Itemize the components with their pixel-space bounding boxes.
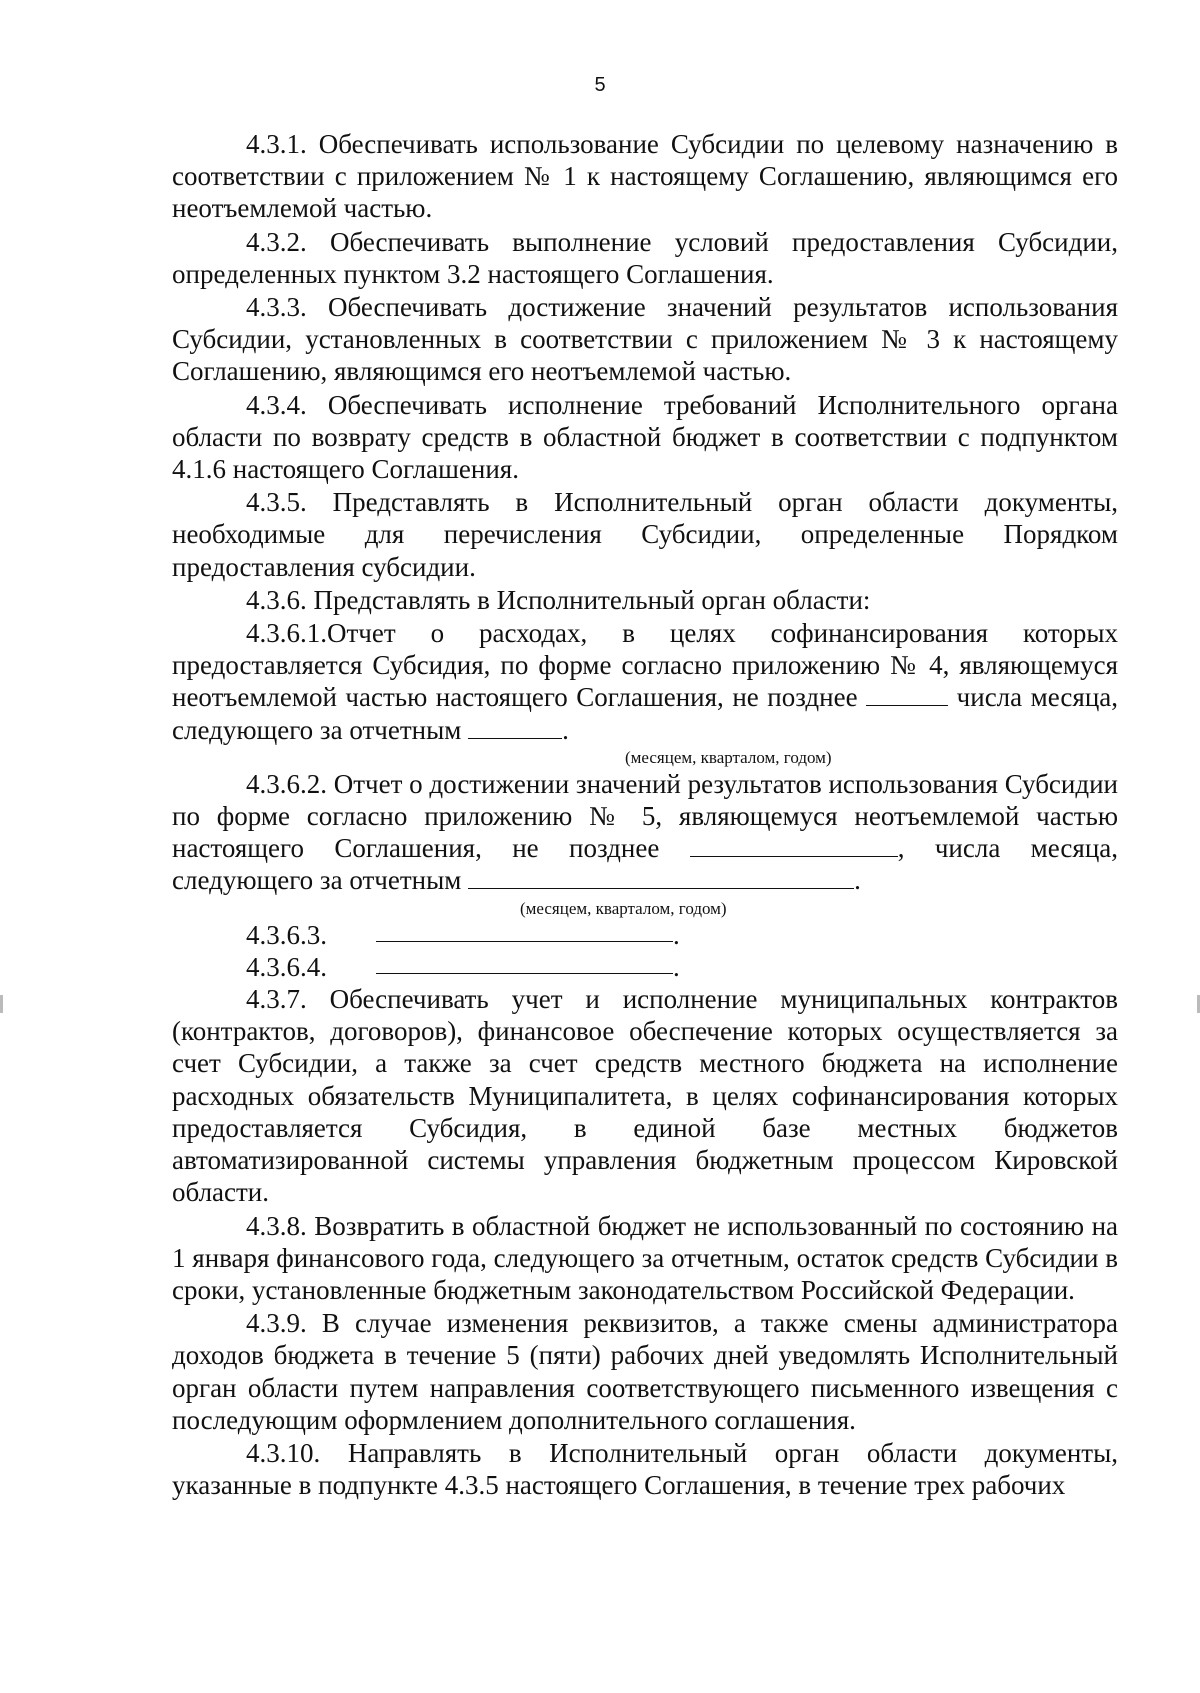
- blank-field: [376, 951, 673, 974]
- page-number: 5: [594, 74, 606, 96]
- clause-4-3-10: 4.3.10. Направлять в Исполнительный орган области документы, указанные в подпункте 4.3.5 настоящего Соглашения, в течение трех рабочих: [172, 1437, 1118, 1501]
- clause-4-3-6-1-text: 4.3.6.1.Отчет о расходах, в целях софинансирования которых предоставляется Субсидия, по форме согласно приложению № 4, являющемуся неотъемлемой частью настоящего Соглашения, не позднее: [172, 618, 1118, 713]
- blank-field: [866, 683, 948, 706]
- clause-4-3-6-3: [172, 919, 1118, 951]
- period-caption: (месяцем, кварталом, годом): [520, 898, 727, 918]
- clause-4-3-8: 4.3.8. Возвратить в областной бюджет не использованный по состоянию на 1 января финансового года, следующего за отчетным, остаток средств Субсидии в сроки, установленные бюджетным законодательством Российской Федерации.: [172, 1210, 1118, 1305]
- document-body: [172, 128, 1118, 1502]
- clause-4-3-7: 4.3.7. Обеспечивать учет и исполнение муниципальных контрактов (контрактов, договоров), финансовое обеспечение которых осуществляется за счет Субсидии, а также за счет средств местного бюджета на исполнение расходных обязательств Муниципалитета, в целях софинансирования которых предоставляется Субсидия, в единой базе местных бюджетов автоматизированной системы управления бюджетным процессом Кировской области.: [172, 984, 1118, 1208]
- period-mark: .: [854, 865, 861, 896]
- period-mark: .: [673, 951, 680, 982]
- clause-4-3-6-2-tail: , числа месяца, следующего за отчетным: [172, 833, 1119, 896]
- period-mark: .: [673, 919, 680, 950]
- blank-field: [690, 834, 898, 857]
- clause-4-3-1: 4.3.1. Обеспечивать использование Субсидии по целевому назначению в соответствии с приложением № 1 к настоящему Соглашению, являющимся его неотъемлемой частью.: [172, 129, 1118, 224]
- clause-4-3-6-2-text: 4.3.6.2. Отчет о достижении значений результатов использования Субсидии по форме согласно приложению № 5, являющемуся неотъемлемой частью настоящего Соглашения, не позднее: [172, 768, 1119, 864]
- clause-4-3-6-1: [172, 617, 1118, 746]
- clause-4-3-6-1-tail: числа месяца, следующего за отчетным: [172, 682, 1119, 745]
- clause-4-3-2: 4.3.2. Обеспечивать выполнение условий предоставления Субсидии, определенных пунктом 3.2 настоящего Соглашения.: [172, 226, 1118, 289]
- clause-4-3-5: 4.3.5. Представлять в Исполнительный орган области документы, необходимые для перечисления Субсидии, определенные Порядком предоставления субсидии.: [172, 487, 1118, 582]
- period-mark: .: [562, 714, 569, 745]
- clause-4-3-6-2: [172, 768, 1118, 897]
- scan-edge-mark: [0, 995, 3, 1013]
- blank-field: [376, 919, 673, 942]
- blank-field: [468, 866, 854, 889]
- clause-4-3-6-4: [172, 951, 1118, 983]
- blank-field: [468, 716, 562, 739]
- clause-4-3-4: 4.3.4. Обеспечивать исполнение требований Исполнительного органа области по возврату средств в областной бюджет в соответствии с подпунктом 4.1.6 настоящего Соглашения.: [172, 389, 1118, 485]
- clause-4-3-9: 4.3.9. В случае изменения реквизитов, а также смены администратора доходов бюджета в течение 5 (пяти) рабочих дней уведомлять Исполнительный орган области путем направления соответствующего письменного извещения с последующим оформлением дополнительного соглашения.: [172, 1308, 1118, 1435]
- period-caption: (месяцем, кварталом, годом): [625, 747, 832, 767]
- clause-number: 4.3.6.3.: [246, 919, 327, 950]
- clause-4-3-6: 4.3.6. Представлять в Исполнительный орган области:: [246, 584, 871, 615]
- clause-4-3-3: 4.3.3. Обеспечивать достижение значений результатов использования Субсидии, установленных в соответствии с приложением № 3 к настоящему Соглашению, являющимся его неотъемлемой частью.: [172, 292, 1118, 387]
- clause-number: 4.3.6.4.: [246, 951, 327, 982]
